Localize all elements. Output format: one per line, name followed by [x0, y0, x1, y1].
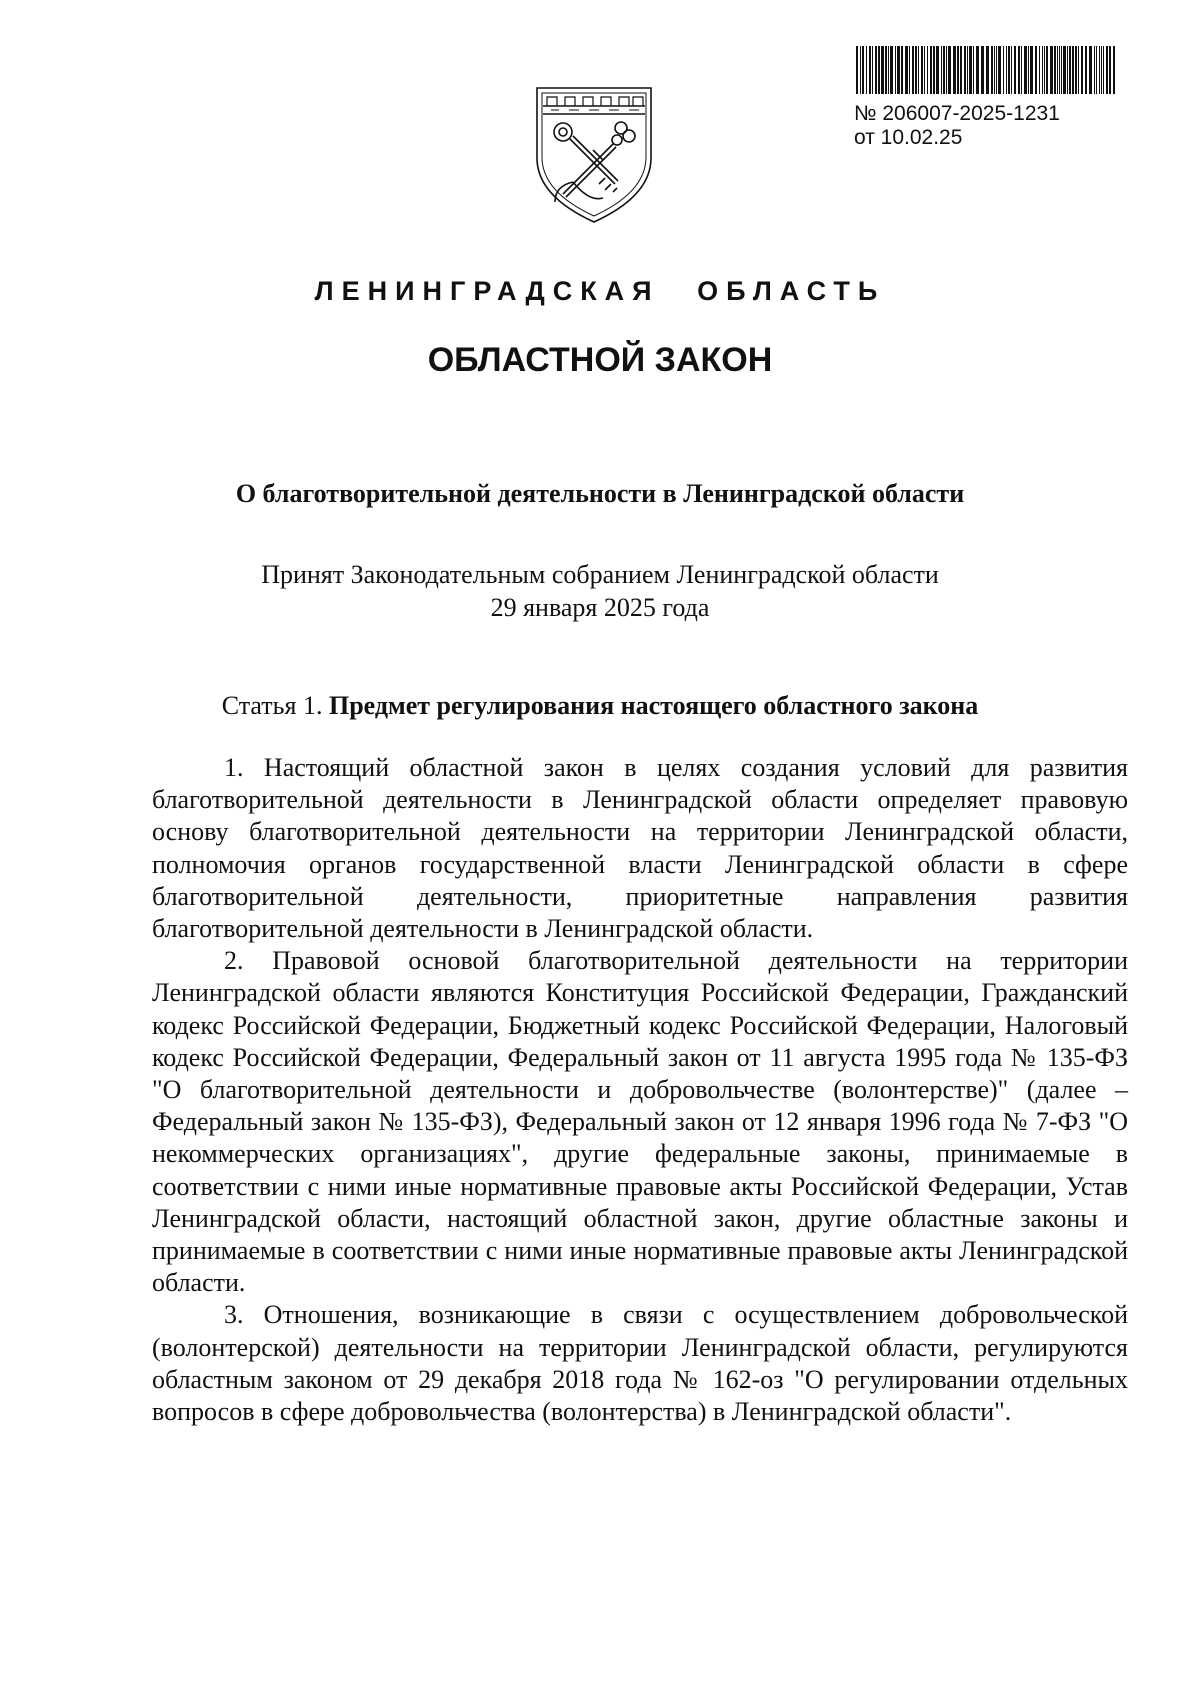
barcode: [854, 46, 1118, 94]
adoption-note: [0, 558, 1200, 624]
article-label: Статья 1.: [221, 691, 323, 720]
adoption-line: Принят Законодательным собранием Ленинградской области: [261, 560, 939, 589]
registration-stamp: [854, 46, 1122, 150]
document-type: ОБЛАСТНОЙ ЗАКОН: [427, 341, 773, 379]
adoption-date: 29 января 2025 года: [490, 593, 710, 622]
article-body: [152, 752, 1128, 1428]
registration-date: от 10.02.25: [854, 126, 963, 149]
article-title: Предмет регулирования настоящего областного закона: [328, 691, 979, 720]
article-heading: [0, 690, 1200, 722]
coat-of-arms-emblem: [533, 84, 655, 226]
paragraph: 3. Отношения, возникающие в связи с осуществлением добровольческой (волонтерской) деятельности на территории Ленинградской области, регулируются областным законом от 29 декабря 2018 года № 162-оз "О регулировании отдельных вопросов в сфере добровольчества (волонтерства) в Ленинградской области".: [152, 1300, 1128, 1427]
law-title: О благотворительной деятельности в Ленинградской области: [235, 479, 965, 508]
paragraph: 2. Правовой основой благотворительной деятельности на территории Ленинградской области являются Конституция Российской Федерации, Гражданский кодекс Российской Федерации, Бюджетный кодекс Российской Федерации, Налоговый кодекс Российской Федерации, Федеральный закон от 11 августа 1995 года № 135-ФЗ "О благотворительной деятельности и добровольчестве (волонтерстве)" (далее – Федеральный закон № 135-ФЗ), Федеральный закон от 12 января 1996 года № 7-ФЗ "О некоммерческих организациях", другие федеральные законы, принимаемые в соответствии с ними иные нормативные правовые акты Российской Федерации, Устав Ленинградской области, настоящий областной закон, другие областные законы и принимаемые в соответствии с ними иные нормативные правовые акты Ленинградской области.: [152, 946, 1128, 1298]
paragraph: 1. Настоящий областной закон в целях создания условий для развития благотворительной деятельности в Ленинградской области определяет правовую основу благотворительной деятельности на территории Ленинградской области, полномочия органов государственной власти Ленинградской области в сфере благотворительной деятельности, приоритетные направления развития благотворительной деятельности в Ленинградской области.: [152, 753, 1128, 944]
region-title: ЛЕНИНГРАДСКАЯ ОБЛАСТЬ: [314, 276, 886, 306]
registration-number: № 206007-2025-1231: [854, 102, 1060, 125]
